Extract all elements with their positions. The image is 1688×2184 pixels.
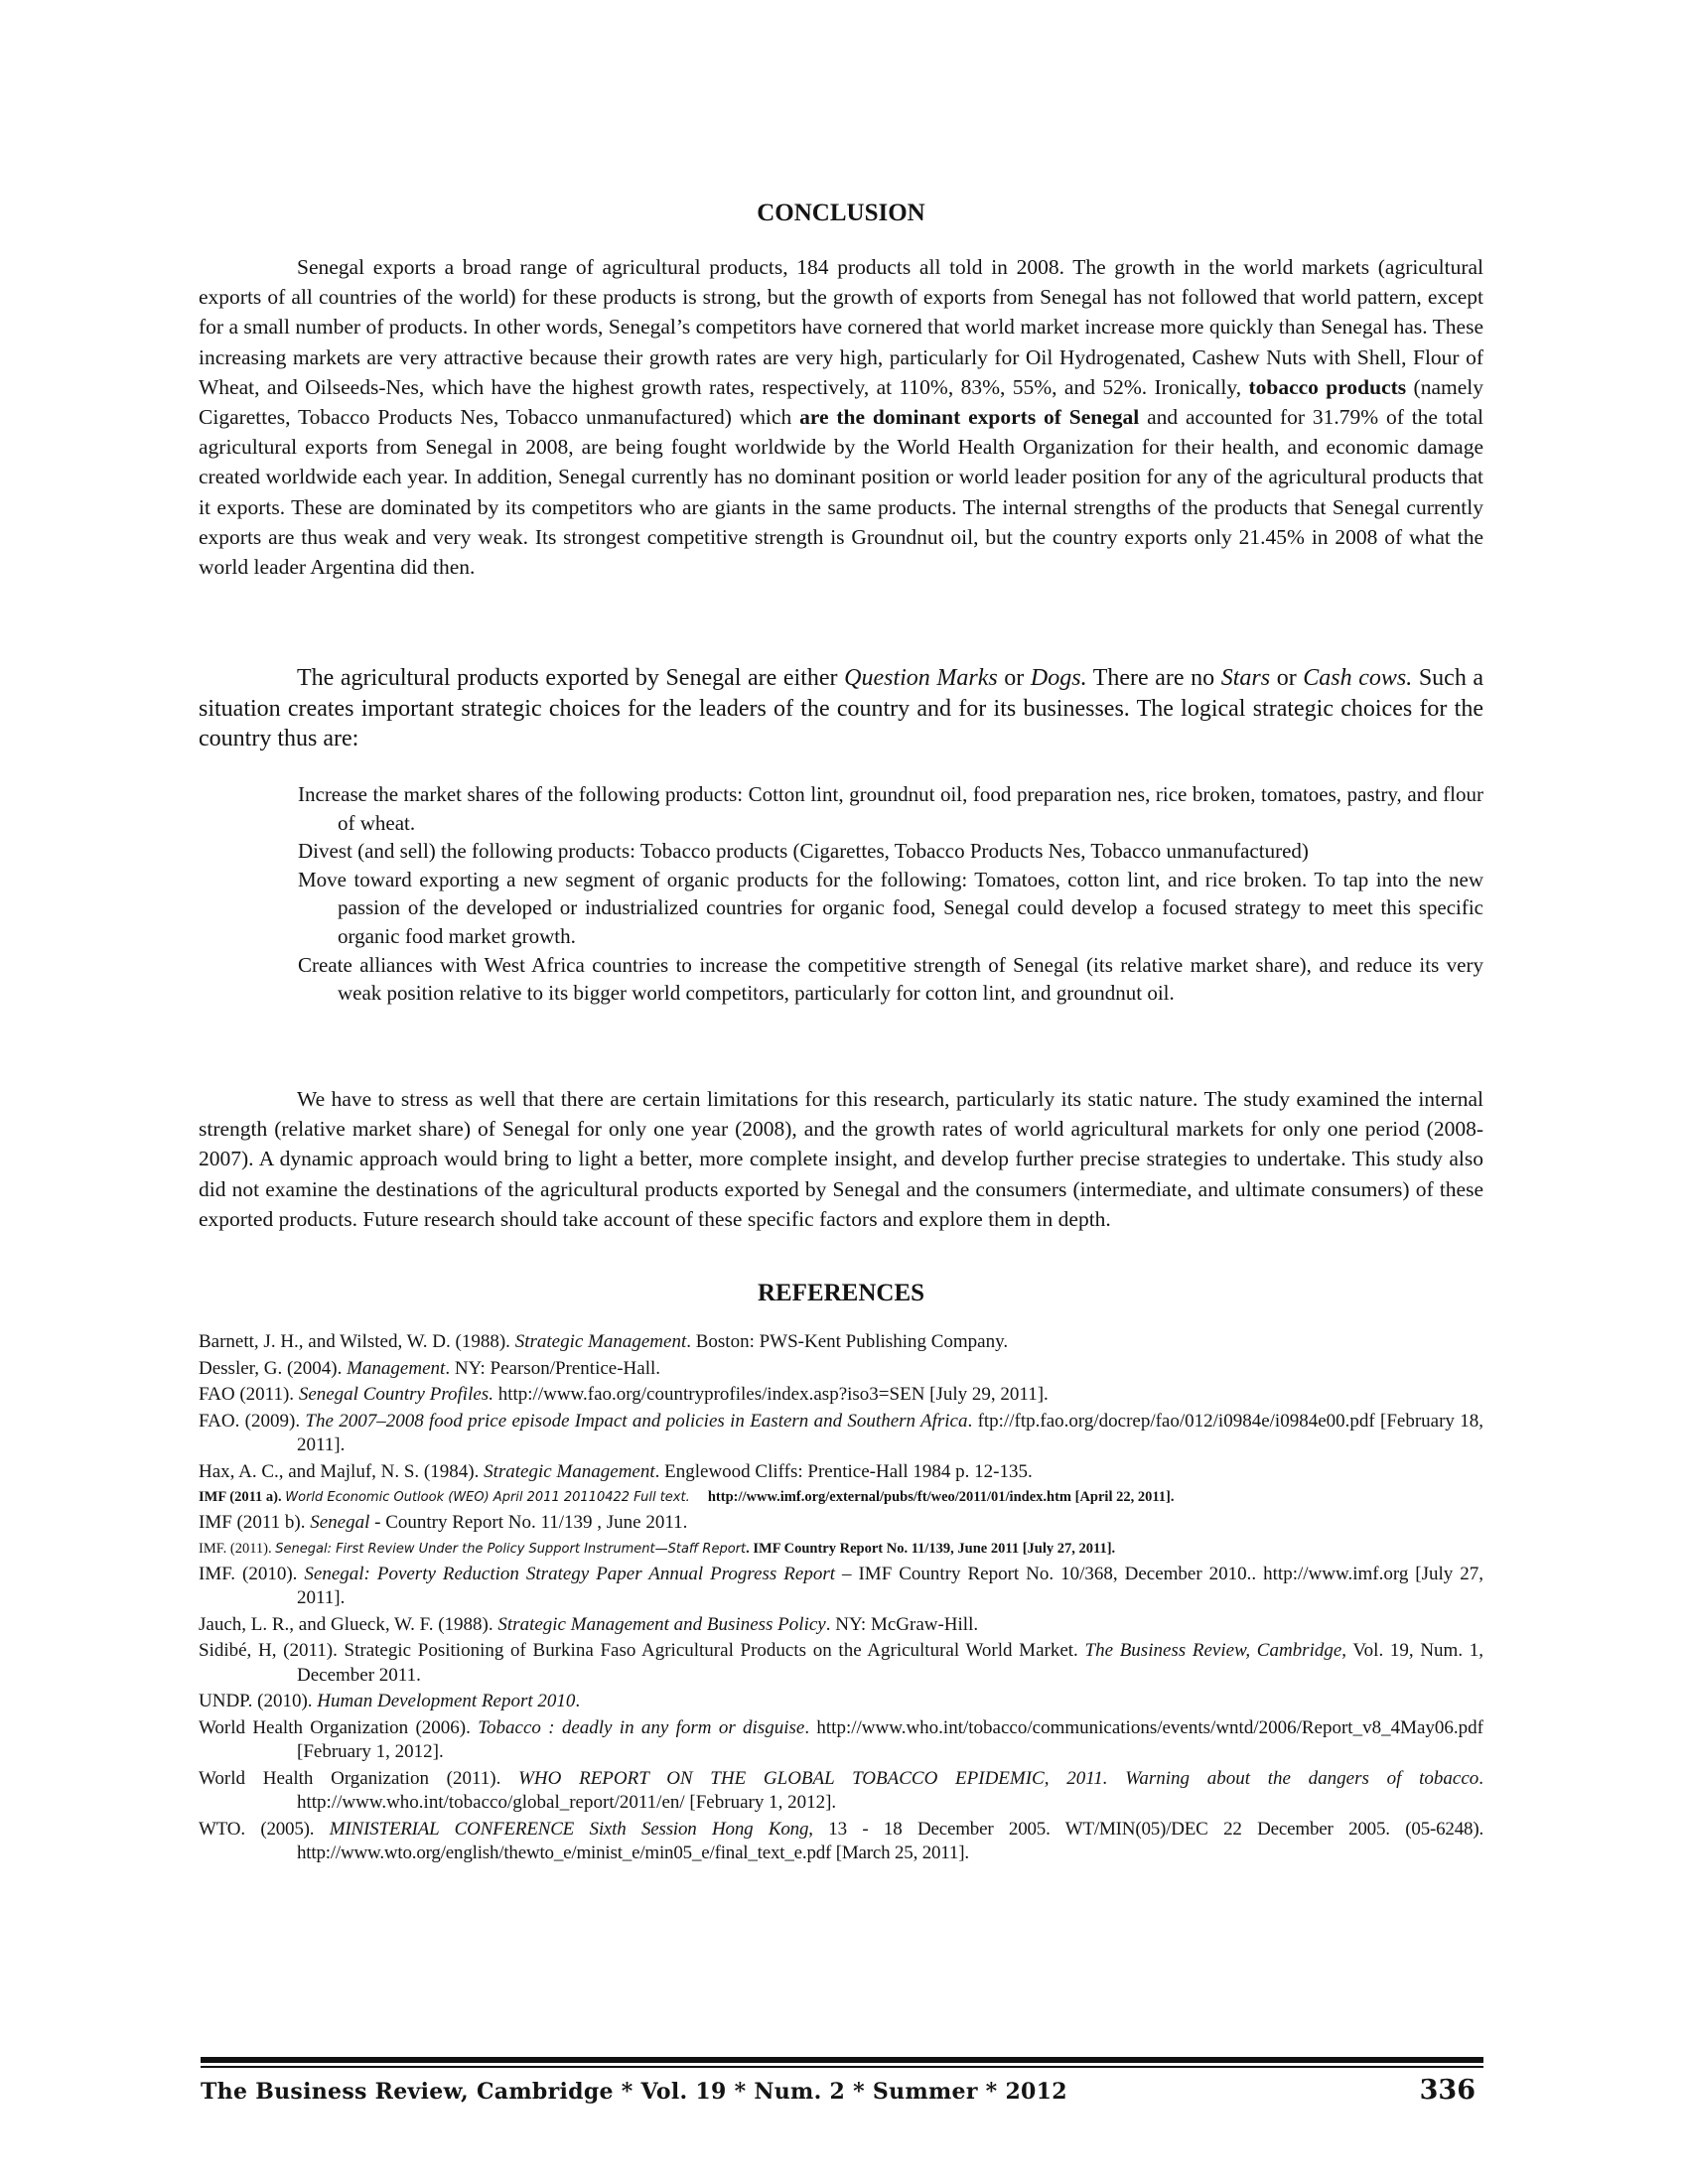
- reference-item: [199, 1538, 1483, 1561]
- ref-text: , 13 - 18 December 2005. WT/MIN(05)/DEC 22 December 2005. (05-6248). http://www.wto.org/english/thewto_e/minist_e/min05_e/final_text_e.pdf [March 25, 2011].: [297, 1818, 1484, 1863]
- reference-item: [199, 1563, 1483, 1611]
- ref-title: Strategic Management: [484, 1460, 655, 1482]
- ref-text: http://www.imf.org/external/pubs/ft/weo/2011/01/index.htm [April 22, 2011].: [707, 1489, 1175, 1505]
- reference-item: [199, 1767, 1483, 1816]
- reference-item: [199, 1357, 1483, 1382]
- ref-text: http://www.fao.org/countryprofiles/index.asp?iso3=SEN [July 29, 2011].: [497, 1384, 1049, 1405]
- ref-text: . NY: Pearson/Prentice-Hall.: [445, 1357, 661, 1379]
- reference-item: [199, 1460, 1483, 1485]
- list-item: Increase the market shares of the following products: Cotton lint, groundnut oil, food preparation nes, rice broken, tomatoes, pastry, and flour of wheat.: [298, 782, 1483, 835]
- text-run: or: [1004, 665, 1025, 691]
- ref-title: Senegal: Poverty Reduction Strategy Paper Annual Progress Report: [304, 1563, 836, 1584]
- ref-text: WTO. (2005).: [199, 1818, 315, 1840]
- list-item: Move toward exporting a new segment of organic products for the following: Tomatoes, cotton lint, and rice broken. To tap into the new passion of the developed or industrialized countries for organic food, Senegal could develop a focused strategy to meet this specific organic food market growth.: [298, 867, 1483, 948]
- reference-item: [199, 1383, 1483, 1408]
- italic-text-run: Stars: [1220, 665, 1271, 691]
- reference-item: [199, 1818, 1483, 1866]
- text-run: There are no: [1092, 665, 1215, 691]
- ref-text: Sidibé, H, (2011). Strategic Positioning of Burkina Faso Agricultural Products on the Agricultural World Market.: [199, 1640, 1078, 1661]
- page-footer: [201, 2075, 1483, 2111]
- ref-title: The Business Review, Cambridge: [1084, 1640, 1342, 1661]
- ref-text: - Country Report No. 11/139 , June 2011.: [374, 1512, 688, 1533]
- bold-text-run: tobacco products: [1248, 374, 1407, 399]
- page-number: 336: [1419, 2075, 1476, 2106]
- ref-text: FAO. (2009).: [199, 1410, 301, 1432]
- ref-title: Tobacco : deadly in any form or disguise: [478, 1716, 805, 1738]
- paragraph: [199, 252, 1483, 582]
- ref-text: . Englewood Cliffs: Prentice-Hall 1984 p. 12-135.: [654, 1460, 1033, 1482]
- ref-text: , Vol. 19, Num. 1, December 2011.: [297, 1640, 1484, 1686]
- reference-item: [199, 1690, 1483, 1714]
- text-run: Such a situation creates important strategic choices for the leaders of the country and for its businesses. The logical strategic choices for the country thus are:: [199, 665, 1484, 751]
- ref-text: . http://www.who.int/tobacco/communications/events/wntd/2006/Report_v8_4May06.pdf [February 1, 2012].: [297, 1716, 1483, 1762]
- ref-text: World Health Organization (2006).: [199, 1716, 471, 1738]
- reference-item: [199, 1511, 1483, 1536]
- ref-text: .: [575, 1691, 581, 1711]
- ref-text: Dessler, G. (2004).: [199, 1357, 343, 1379]
- ref-text: IMF (2011 a).: [199, 1489, 282, 1505]
- conclusion-heading: CONCLUSION: [757, 200, 925, 226]
- ref-title: Senegal Country Profiles.: [298, 1384, 493, 1405]
- references-heading: REFERENCES: [757, 1280, 925, 1306]
- reference-item: [199, 1716, 1483, 1765]
- reference-item: [199, 1330, 1483, 1355]
- ref-title: World Economic Outlook (WEO) April 2011 20110422 Full text.: [285, 1490, 690, 1505]
- ref-title: MINISTERIAL CONFERENCE Sixth Session Hong Kong: [329, 1818, 809, 1840]
- list-item: Create alliances with West Africa countries to increase the competitive strength of Senegal (its relative market share), and reduce its very weak position relative to its bigger world competitors, particularly for cotton lint, and groundnut oil.: [298, 952, 1483, 1006]
- ref-text: . http://www.who.int/tobacco/global_report/2011/en/ [February 1, 2012].: [297, 1767, 1484, 1813]
- ref-title: The 2007–2008 food price episode Impact and policies in Eastern and Southern Africa: [305, 1410, 968, 1432]
- ref-title: WHO REPORT ON THE GLOBAL TOBACCO EPIDEMIC, 2011. Warning about the dangers of tobacco: [518, 1767, 1479, 1789]
- ref-text: – IMF Country Report No. 10/368, December 2010.. http://www.imf.org [July 27, 2011].: [297, 1563, 1484, 1608]
- ref-text: IMF. (2010).: [199, 1563, 298, 1584]
- ref-text: IMF. (2011).: [199, 1540, 272, 1557]
- footer-divider: [201, 2057, 1483, 2063]
- ref-text: . NY: McGraw-Hill.: [825, 1613, 979, 1635]
- ref-text: Hax, A. C., and Majluf, N. S. (1984).: [199, 1460, 480, 1482]
- italic-text-run: Cash cows.: [1303, 665, 1413, 691]
- list-item: Divest (and sell) the following products: Tobacco products (Cigarettes, Tobacco Products Nes, Tobacco unmanufactured): [298, 839, 1309, 864]
- conclusion-paragraph-2: [199, 663, 1483, 754]
- reference-item: [199, 1486, 1483, 1509]
- conclusion-section: [199, 199, 1483, 228]
- reference-item: [199, 1613, 1483, 1638]
- ref-text: . ftp://ftp.fao.org/docrep/fao/012/i0984e/i0984e00.pdf [February 18, 2011].: [297, 1410, 1483, 1455]
- ref-text: World Health Organization (2011).: [199, 1767, 501, 1789]
- ref-text: IMF (2011 b).: [199, 1512, 306, 1533]
- reference-list: [199, 1330, 1483, 1868]
- paragraph: [199, 663, 1483, 754]
- ref-text: UNDP. (2010).: [199, 1691, 313, 1711]
- ref-text: FAO (2011).: [199, 1384, 295, 1405]
- ref-text: Jauch, L. R., and Glueck, W. F. (1988).: [199, 1613, 493, 1635]
- italic-text-run: Dogs.: [1030, 665, 1087, 691]
- conclusion-paragraph-1: [199, 252, 1483, 582]
- ref-title: Senegal: [310, 1512, 370, 1533]
- reference-item: [199, 1639, 1483, 1688]
- ref-title: Management: [347, 1357, 446, 1379]
- text-run: (namely Cigarettes, Tobacco Products Nes, Tobacco unmanufactured) which: [199, 374, 1483, 430]
- reference-item: [199, 1410, 1483, 1458]
- conclusion-paragraph-3: [199, 1084, 1483, 1234]
- ref-title: Strategic Management: [514, 1331, 687, 1352]
- text-run: The agricultural products exported by Senegal are either: [297, 665, 838, 691]
- paragraph: We have to stress as well that there are certain limitations for this research, particularly its static nature. The study examined the internal strength (relative market share) of Senegal for only one year (2008), and the growth rates of world agricultural markets for only one period (2008-2007). A dynamic approach would bring to light a better, more complete insight, and develop further precise strategies to undertake. This study also did not examine the destinations of the agricultural products exported by Senegal and the consumers (intermediate, and ultimate consumers) of these exported products. Future research should take account of these specific factors and explore them in depth.: [199, 1087, 1483, 1231]
- ref-text: . Boston: PWS-Kent Publishing Company.: [686, 1331, 1009, 1352]
- text-run: Senegal exports a broad range of agricultural products, 184 products all told in 2008. The growth in the world markets (agricultural exports of all countries of the world) for these products is strong, but the growth of exports from Senegal has not followed that world pattern, except for a small number of products. In other words, Senegal’s competitors have cornered that world market increase more quickly than Senegal has. These increasing markets are very attractive because their growth rates are very high, particularly for Oil Hydrogenated, Cashew Nuts with Shell, Flour of Wheat, and Oilseeds-Nes, which have the highest growth rates, respectively, at 110%, 83%, 55%, and 52%. Ironically,: [199, 255, 1483, 399]
- text-run: or: [1276, 665, 1297, 691]
- ref-title: Senegal: First Review Under the Policy Support Instrument—Staff Report: [275, 1541, 747, 1557]
- ref-title: Human Development Report 2010: [317, 1691, 576, 1711]
- ref-text: . IMF Country Report No. 11/139, June 2011 [July 27, 2011].: [746, 1540, 1116, 1557]
- ref-title: Strategic Management and Business Policy: [497, 1613, 826, 1635]
- references-heading-block: [199, 1279, 1483, 1308]
- text-run: and accounted for 31.79% of the total agricultural exports from Senegal in 2008, are being fought worldwide by the World Health Organization for their health, and economic damage created worldwide each year. In addition, Senegal currently has no dominant position or world leader position for any of the agricultural products that it exports. These are dominated by its competitors who are giants in the same products. The internal strengths of the products that Senegal currently exports are thus weak and very weak. Its strongest competitive strength is Groundnut oil, but the country exports only 21.45% in 2008 of what the world leader Argentina did then.: [199, 405, 1484, 580]
- bold-text-run: are the dominant exports of Senegal: [799, 405, 1140, 430]
- journal-citation: The Business Review, Cambridge * Vol. 19 * Num. 2 * Summer * 2012: [201, 2079, 1067, 2105]
- ref-text: Barnett, J. H., and Wilsted, W. D. (1988).: [199, 1331, 510, 1352]
- italic-text-run: Question Marks: [844, 665, 998, 691]
- footer-divider: [201, 2066, 1483, 2068]
- strategic-choices-list: [298, 780, 1483, 1008]
